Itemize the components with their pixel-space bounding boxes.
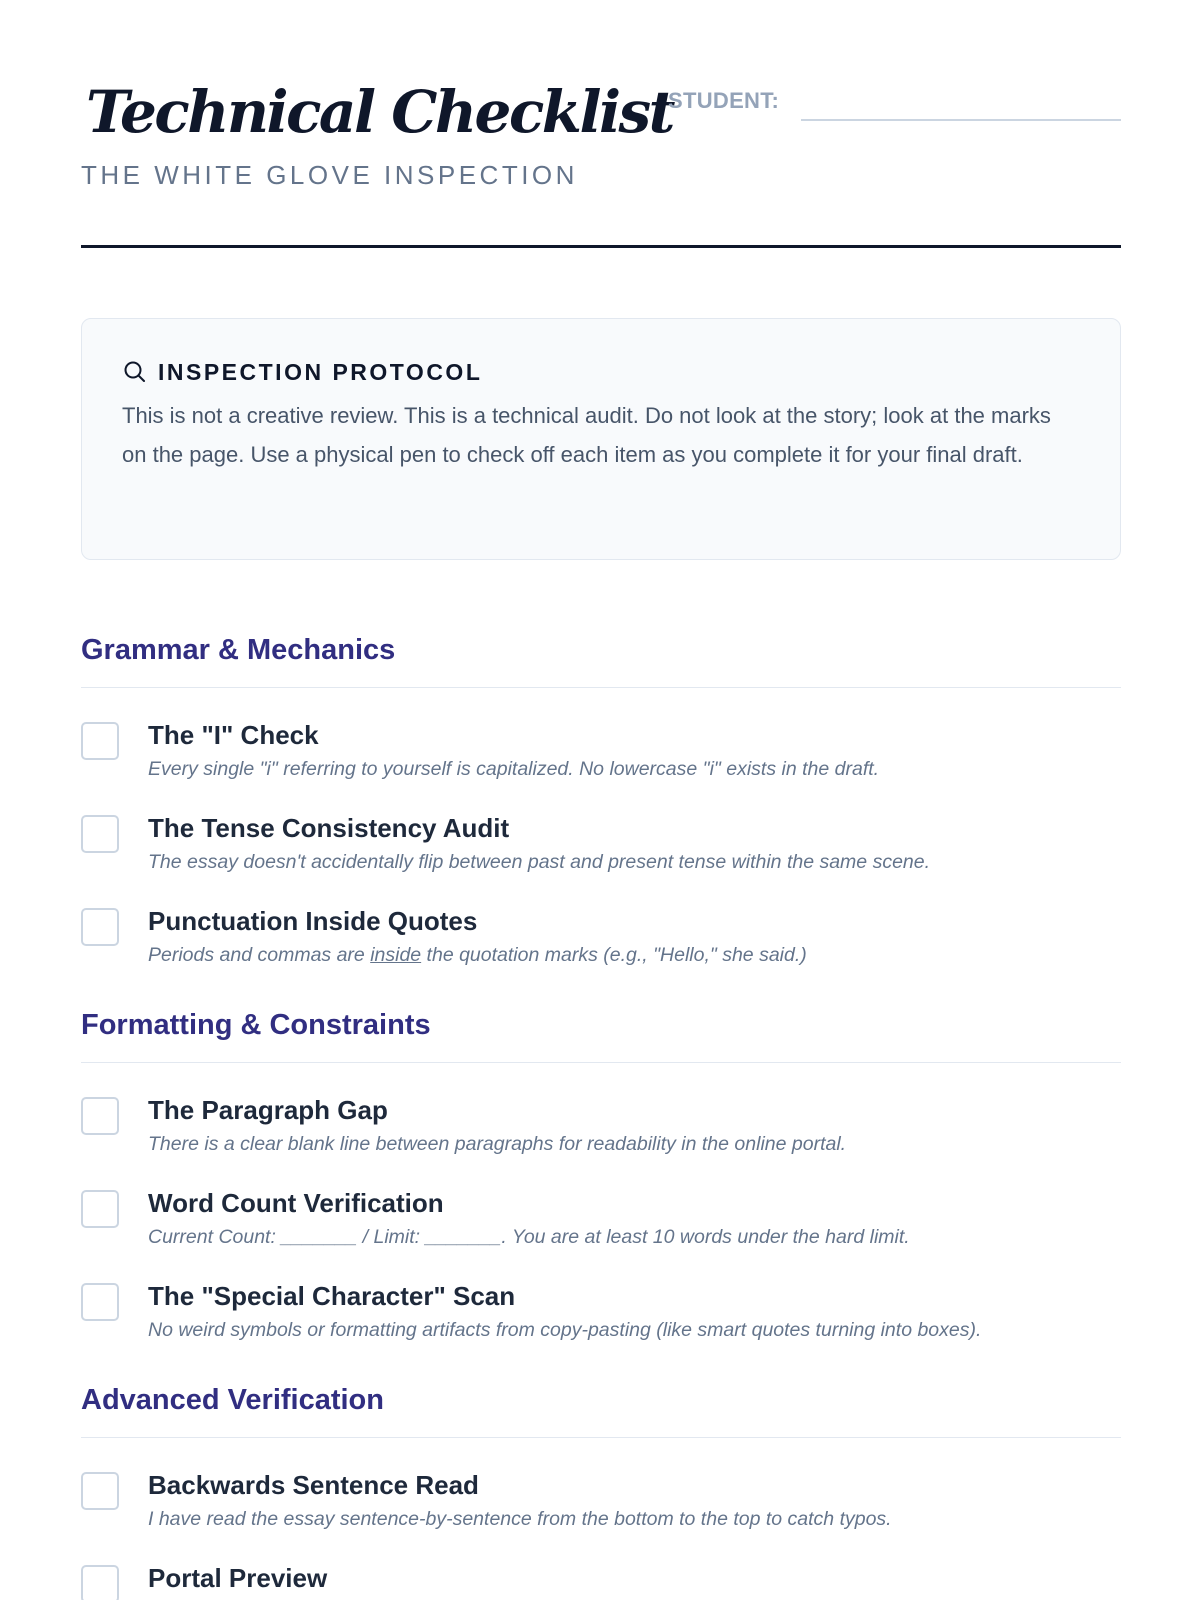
checklist-item — [81, 1097, 1121, 1190]
checkbox[interactable] — [81, 815, 119, 853]
protocol-title: INSPECTION PROTOCOL — [158, 358, 483, 385]
item-title: The "Special Character" Scan — [148, 1281, 516, 1311]
header-divider — [81, 245, 1121, 248]
item-description: The essay doesn't accidentally flip between past and present tense within the same scene. — [148, 851, 931, 873]
section-divider — [81, 1062, 1121, 1063]
item-title: The Tense Consistency Audit — [148, 813, 510, 843]
section-formatting-constraints — [81, 1007, 1121, 1376]
item-title: The "I" Check — [148, 720, 319, 750]
student-label: STUDENT: — [668, 88, 780, 113]
item-title: The Paragraph Gap — [148, 1095, 388, 1125]
checklist-item — [81, 1283, 1121, 1376]
item-title: Portal Preview — [148, 1563, 328, 1593]
checkbox[interactable] — [81, 722, 119, 760]
item-description-emphasis: inside — [370, 944, 422, 966]
item-title: Punctuation Inside Quotes — [148, 906, 478, 936]
checklist-item — [81, 722, 1121, 815]
item-description: Current Count: _______ / Limit: _______. You are at least 10 words under the hard limit. — [148, 1226, 910, 1248]
item-description: There is a clear blank line between paragraphs for readability in the online portal. — [148, 1133, 847, 1155]
checkbox[interactable] — [81, 1283, 119, 1321]
section-divider — [81, 1437, 1121, 1438]
item-description — [148, 944, 807, 967]
student-name-line[interactable] — [801, 119, 1121, 121]
page-title: Technical Checklist — [86, 78, 673, 146]
page-subtitle: THE WHITE GLOVE INSPECTION — [81, 160, 578, 190]
search-icon — [122, 359, 148, 385]
section-advanced-verification — [81, 1382, 1121, 1600]
item-description-text: the quotation marks (e.g., "Hello," she said.) — [421, 944, 807, 966]
checklist-item — [81, 1190, 1121, 1283]
checkbox[interactable] — [81, 1097, 119, 1135]
page-header — [81, 78, 1121, 250]
item-title: Backwards Sentence Read — [148, 1470, 479, 1500]
checkbox[interactable] — [81, 1565, 119, 1600]
checklist-item — [81, 815, 1121, 908]
checkbox[interactable] — [81, 1190, 119, 1228]
section-divider — [81, 687, 1121, 688]
checkbox[interactable] — [81, 1472, 119, 1510]
checklist-item — [81, 1565, 1121, 1600]
item-description: I have read the essay sentence-by-sentence from the bottom to the top to catch typos. — [148, 1508, 892, 1530]
item-description-text: Periods and commas are — [148, 944, 371, 966]
inspection-protocol-box — [81, 318, 1121, 560]
item-description: No weird symbols or formatting artifacts from copy-pasting (like smart quotes turning into boxes). — [148, 1319, 982, 1341]
item-description: Every single "i" referring to yourself is capitalized. No lowercase "i" exists in the draft. — [148, 758, 880, 780]
section-title: Advanced Verification — [81, 1384, 384, 1416]
checklist-item — [81, 1472, 1121, 1565]
section-title: Grammar & Mechanics — [81, 634, 396, 666]
section-grammar-mechanics — [81, 632, 1121, 1001]
protocol-body: This is not a creative review. This is a technical audit. Do not look at the story; look at the marks on the page. Use a physical pen to check off each item as you complete it for your final draft. — [122, 403, 1051, 467]
item-title: Word Count Verification — [148, 1188, 444, 1218]
checklist-item — [81, 908, 1121, 1001]
checkbox[interactable] — [81, 908, 119, 946]
section-title: Formatting & Constraints — [81, 1009, 431, 1041]
